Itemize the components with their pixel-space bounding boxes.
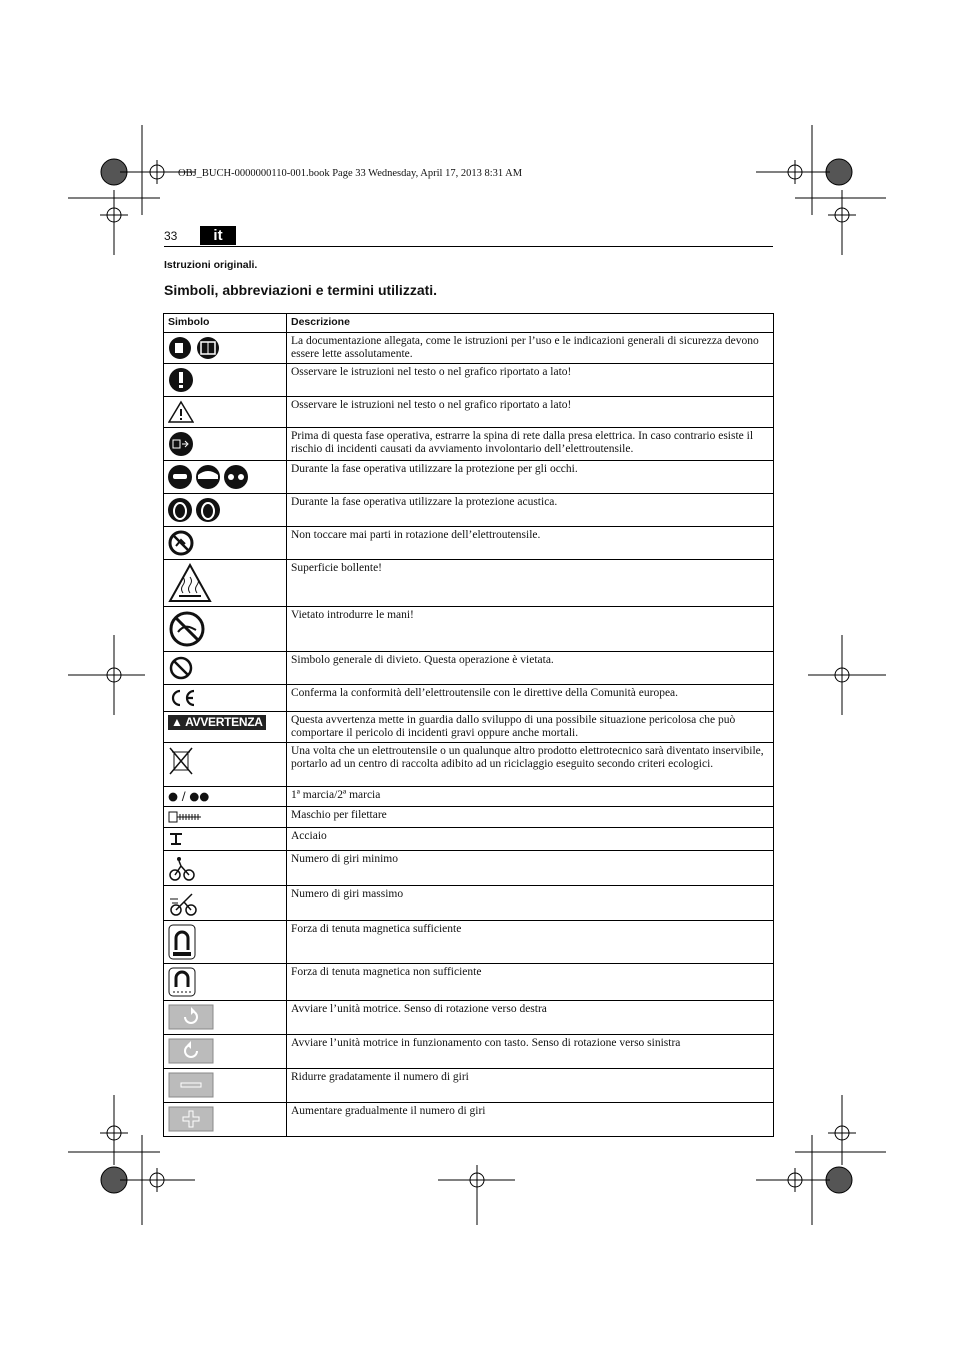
warning-triangle-icon: ▲ (171, 715, 183, 729)
row-description: Non toccare mai parti in rotazione dell’elettroutensile. (287, 527, 774, 560)
minus-button-icon (168, 1072, 214, 1084)
magnet-insufficient-icon (168, 967, 196, 979)
row-description: Ridurre gradatamente il numero di giri (287, 1069, 774, 1103)
column-header-description: Descrizione (287, 314, 774, 333)
eye-protection-icon (168, 464, 250, 476)
row-description: Osservare le istruzioni nel testo o nel grafico riportato a lato! (287, 364, 774, 397)
no-touch-rotating-icon (168, 530, 194, 542)
table-row (164, 743, 774, 787)
row-description: Acciaio (287, 828, 774, 851)
row-description: Superficie bollente! (287, 560, 774, 607)
weee-bin-icon (168, 746, 194, 758)
table-row (164, 652, 774, 685)
row-description: Vietato introdurre le mani! (287, 607, 774, 652)
symbols-table (163, 313, 774, 1137)
row-description: Maschio per filettare (287, 807, 774, 828)
row-description: Conferma la conformità dell’elettroutensile con le direttive della Comunità europea. (287, 685, 774, 712)
row-description: Durante la fase operativa utilizzare la protezione per gli occhi. (287, 461, 774, 494)
table-row (164, 1103, 774, 1137)
row-description: Numero di giri minimo (287, 851, 774, 886)
table-row (164, 560, 774, 607)
table-header-row (164, 314, 774, 333)
table-row (164, 494, 774, 527)
row-description: Simbolo generale di divieto. Questa operazione è vietata. (287, 652, 774, 685)
row-description: Durante la fase operativa utilizzare la protezione acustica. (287, 494, 774, 527)
rotate-left-button-icon (168, 1038, 214, 1050)
table-row (164, 1001, 774, 1035)
tap-icon (168, 810, 202, 822)
table-row (164, 921, 774, 964)
table-row (164, 828, 774, 851)
table-row (164, 364, 774, 397)
row-description: Una volta che un elettroutensile o un qualunque altro prodotto elettrotecnico sarà diventato inservibile, portarlo ad un centro di raccolta adibito ad un riciclaggio eseguito secondo criteri ecologici. (287, 743, 774, 787)
book-info-line: OBJ_BUCH-0000000110-001.book Page 33 Wednesday, April 17, 2013 8:31 AM (178, 168, 523, 179)
warning-label (168, 715, 266, 730)
table-row (164, 685, 774, 712)
row-description: Prima di questa fase operativa, estrarre la spina di rete dalla presa elettrica. In caso contrario esiste il rischio di incidenti causati da avviamento involontario dell’elettroutensile. (287, 428, 774, 461)
bike-fast-icon (168, 889, 200, 901)
prohibition-icon (168, 655, 194, 667)
table-row (164, 397, 774, 428)
read-manual-icon (168, 336, 222, 348)
column-header-symbol: Simbolo (164, 314, 287, 333)
language-badge: it (200, 226, 236, 245)
hot-surface-icon (168, 563, 212, 575)
table-row (164, 333, 774, 364)
row-description: 1ª marcia/2ª marcia (287, 787, 774, 807)
row-description: Avviare l’unità motrice in funzionamento con tasto. Senso di rotazione verso sinistra (287, 1035, 774, 1069)
page-title: Simboli, abbreviazioni e termini utilizzati. (164, 282, 438, 298)
table-row (164, 1035, 774, 1069)
unplug-icon (168, 431, 194, 443)
page-number: 33 (164, 229, 178, 243)
mandatory-icon (168, 367, 194, 379)
gear-dots-label: ● / ●● (164, 787, 287, 807)
table-row (164, 527, 774, 560)
table-row (164, 428, 774, 461)
row-description: Aumentare gradualmente il numero di giri (287, 1103, 774, 1137)
warning-label-text: AVVERTENZA (185, 715, 263, 729)
table-row (164, 964, 774, 1001)
row-description: Questa avvertenza mette in guardia dallo sviluppo di una possibile situazione pericolosa che può comportare il pericolo di incidenti gravi oppure anche mortali. (287, 712, 774, 743)
magnet-sufficient-icon (168, 924, 196, 936)
table-row (164, 807, 774, 828)
header-rule (164, 246, 773, 247)
ce-mark-icon (168, 688, 198, 700)
row-description: Forza di tenuta magnetica sufficiente (287, 921, 774, 964)
warning-triangle-icon (168, 400, 194, 412)
table-row (164, 607, 774, 652)
row-description: Numero di giri massimo (287, 886, 774, 921)
row-description: Avviare l’unità motrice. Senso di rotazione verso destra (287, 1001, 774, 1035)
table-row (164, 886, 774, 921)
rotate-right-button-icon (168, 1004, 214, 1016)
table-row (164, 851, 774, 886)
row-description: Forza di tenuta magnetica non sufficiente (287, 964, 774, 1001)
row-description: Osservare le istruzioni nel testo o nel grafico riportato a lato! (287, 397, 774, 428)
bike-slow-icon (168, 854, 196, 866)
steel-icon (168, 831, 184, 843)
row-description: La documentazione allegata, come le istruzioni per l’uso e le indicazioni generali di sicurezza devono essere lette assolutamente. (287, 333, 774, 364)
table-row (164, 787, 774, 807)
table-row (164, 1069, 774, 1103)
table-row (164, 712, 774, 743)
document-subtitle: Istruzioni originali. (164, 259, 258, 271)
plus-button-icon (168, 1106, 214, 1118)
no-hands-icon (168, 610, 206, 622)
table-row (164, 461, 774, 494)
ear-protection-icon (168, 497, 222, 509)
